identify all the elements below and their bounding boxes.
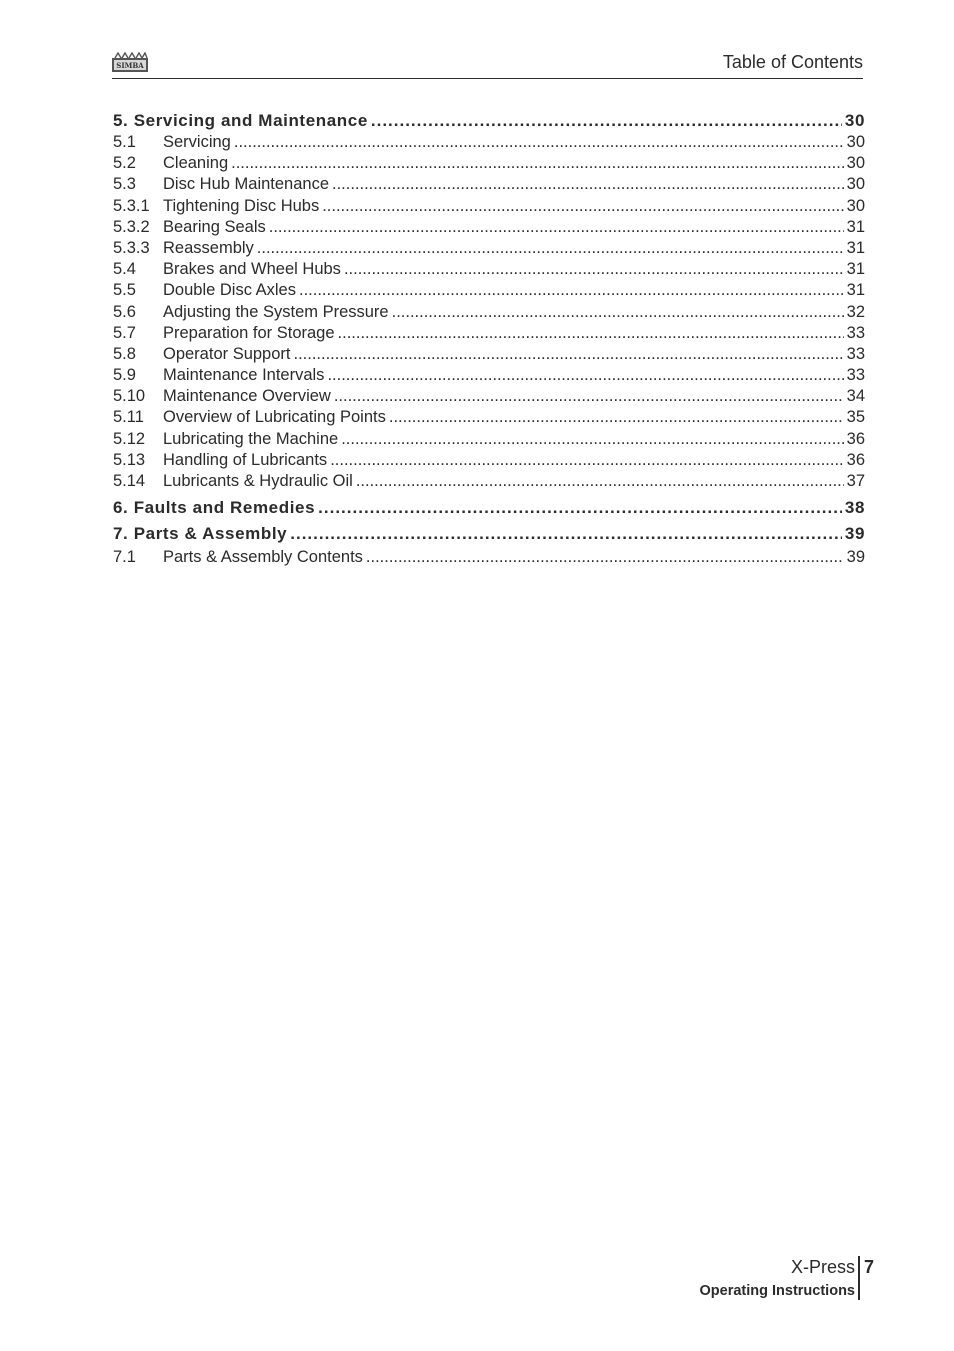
toc-leader-dots [334, 386, 844, 407]
toc-entry-number: 5.3 [113, 175, 136, 194]
toc-entry-label: Maintenance Overview [163, 387, 331, 406]
toc-page-number: 31 [846, 217, 865, 236]
toc-leader-dots [299, 280, 844, 301]
toc-leader-dots [234, 132, 844, 153]
toc-page-number: 30 [846, 133, 865, 151]
toc-entry-label: Cleaning [163, 154, 229, 173]
toc-entry-label: Double Disc Axles [163, 281, 296, 300]
toc-page-number: 36 [846, 429, 865, 448]
toc-leader-dots [257, 238, 844, 259]
footer-subtitle: Operating Instructions [699, 1283, 855, 1299]
toc-chapter-5[interactable] [113, 110, 865, 132]
table-of-contents [113, 110, 865, 568]
toc-entry-number: 5.2 [113, 154, 136, 173]
page-title: Table of Contents [722, 52, 863, 72]
toc-entry-number: 5.3.2 [113, 217, 150, 236]
toc-entry-number: 5.3.3 [113, 238, 150, 257]
toc-entry-label: Lubricants & Hydraulic Oil [163, 472, 353, 490]
toc-page-number: 37 [846, 472, 865, 490]
toc-entry[interactable] [113, 386, 865, 407]
toc-entry-number: 5.4 [113, 260, 136, 279]
toc-page-number: 30 [846, 154, 865, 173]
toc-entry-number: 5.11 [113, 408, 144, 427]
toc-entry-label: Brakes and Wheel Hubs [163, 260, 341, 279]
toc-page-number: 31 [846, 260, 865, 279]
toc-chapter-title: 7. Parts & Assembly [113, 524, 288, 544]
toc-chapter-6[interactable] [113, 495, 865, 521]
toc-leader-dots [318, 495, 842, 521]
svg-text:SIMBA: SIMBA [116, 61, 144, 70]
toc-entry-number: 5.5 [113, 281, 136, 300]
toc-entry-label: Adjusting the System Pressure [163, 302, 389, 321]
toc-entry[interactable] [113, 153, 865, 174]
toc-entry-number: 5.8 [113, 344, 136, 363]
footer-page-number: 7 [864, 1257, 875, 1277]
toc-page-number: 35 [846, 408, 865, 427]
toc-leader-dots [290, 521, 842, 547]
simba-logo [112, 52, 148, 74]
toc-leader-dots [366, 547, 844, 568]
toc-leader-dots [392, 302, 844, 323]
toc-leader-dots [371, 110, 842, 132]
toc-entry-number: 5.14 [113, 472, 146, 490]
toc-leader-dots [231, 153, 844, 174]
toc-entry[interactable] [113, 344, 865, 365]
toc-entry[interactable] [113, 471, 865, 492]
toc-page-number: 30 [846, 196, 865, 215]
toc-entry-number: 5.1 [113, 133, 136, 151]
toc-entry-label: Servicing [163, 133, 231, 151]
toc-leader-dots [356, 471, 844, 492]
toc-leader-dots [330, 450, 843, 471]
toc-leader-dots [327, 365, 843, 386]
toc-entry[interactable] [113, 302, 865, 323]
toc-entry[interactable] [113, 429, 865, 450]
toc-leader-dots [332, 174, 844, 195]
toc-page-number: 31 [846, 238, 865, 257]
toc-entry-number: 5.7 [113, 323, 136, 342]
toc-page-number: 33 [846, 366, 865, 385]
toc-entry-number: 5.9 [113, 366, 136, 385]
toc-entry-label: Parts & Assembly Contents [163, 548, 363, 567]
toc-entry[interactable] [113, 407, 865, 428]
toc-leader-dots [338, 323, 844, 344]
toc-page-number: 32 [846, 302, 865, 321]
toc-entry[interactable] [113, 547, 865, 568]
toc-entry-label: Reassembly [163, 238, 254, 257]
toc-page-number: 31 [846, 281, 865, 300]
toc-chapter-title: 5. Servicing and Maintenance [113, 111, 368, 130]
toc-entry-number: 5.13 [113, 450, 146, 469]
toc-page-number: 34 [846, 387, 865, 406]
toc-entry[interactable] [113, 450, 865, 471]
toc-entry-label: Tightening Disc Hubs [163, 196, 320, 215]
toc-leader-dots [294, 344, 844, 365]
toc-entry-number: 7.1 [113, 548, 136, 567]
toc-entry[interactable] [113, 365, 865, 386]
toc-chapter-title: 6. Faults and Remedies [113, 498, 316, 518]
toc-page-number: 33 [846, 344, 865, 363]
toc-page-number: 30 [846, 175, 865, 194]
toc-entry-number: 5.12 [113, 429, 146, 448]
toc-entry-label: Operator Support [163, 344, 291, 363]
toc-entry[interactable] [113, 238, 865, 259]
toc-entry[interactable] [113, 323, 865, 344]
toc-page-number: 38 [844, 498, 865, 518]
toc-page-number: 30 [844, 111, 865, 130]
toc-leader-dots [389, 407, 844, 428]
toc-entry-number: 5.3.1 [113, 196, 150, 215]
toc-entry-label: Overview of Lubricating Points [163, 408, 386, 427]
toc-entry-label: Handling of Lubricants [163, 450, 328, 469]
page-header [112, 50, 863, 79]
toc-leader-dots [341, 429, 843, 450]
toc-page-number: 36 [846, 450, 865, 469]
toc-leader-dots [344, 259, 844, 280]
toc-entry-label: Preparation for Storage [163, 323, 335, 342]
toc-entry[interactable] [113, 280, 865, 301]
toc-leader-dots [269, 217, 844, 238]
toc-entry-label: Lubricating the Machine [163, 429, 339, 448]
footer-divider [858, 1256, 860, 1300]
toc-entry[interactable] [113, 132, 865, 153]
toc-chapter-7[interactable] [113, 521, 865, 547]
toc-entry[interactable] [113, 174, 865, 195]
toc-entry-label: Bearing Seals [163, 217, 266, 236]
toc-page-number: 39 [846, 548, 865, 567]
toc-entry-number: 5.6 [113, 302, 136, 321]
toc-entry-number: 5.10 [113, 387, 146, 406]
toc-entry[interactable] [113, 259, 865, 280]
toc-entry[interactable] [113, 217, 865, 238]
toc-entry-label: Disc Hub Maintenance [163, 175, 329, 194]
toc-entry-label: Maintenance Intervals [163, 366, 325, 385]
toc-leader-dots [322, 196, 843, 217]
footer-product-name: X-Press [790, 1257, 855, 1277]
toc-page-number: 39 [844, 524, 865, 544]
toc-page-number: 33 [846, 323, 865, 342]
toc-entry[interactable] [113, 196, 865, 217]
